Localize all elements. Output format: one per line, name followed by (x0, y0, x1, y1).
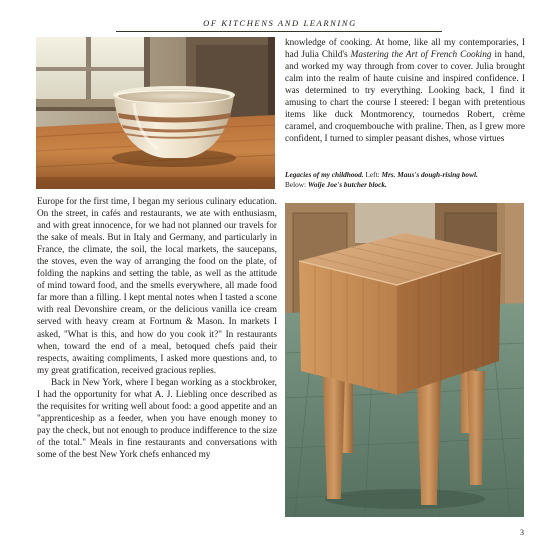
main-text-column (37, 196, 277, 461)
caption-text-below: Woije Joe's butcher block. (307, 180, 387, 189)
running-head: OF KITCHENS AND LEARNING (203, 18, 357, 28)
caption-label-left: Left: (365, 170, 380, 179)
photo-butcher-block (285, 203, 524, 517)
caption-label-below: Below: (285, 180, 307, 189)
paragraph-top-text: knowledge of cooking. At home, like all my contemporaries, I had Julia Child's Mastering the Art of French Cooking in hand, and worked my way through from cover to cover. Julia brought calm into the realm of haute cuisine and inspired confidence. I was determined to try everything. Looking back, I find it amusing to chart the course I steered: I began with pretentious items like duck Montmorency, tournedos Robert, crème caramel, and croquembouche with praline. Then, as I grew more confident, I turned to simpler peasant dishes, whose virtues (285, 38, 525, 145)
caption-title: Legacies of my childhood. (285, 170, 364, 179)
page-number: 3 (520, 528, 524, 537)
header-rule (116, 31, 442, 32)
photo-dough-rising-bowl (36, 37, 275, 189)
paragraph-europe: Europe for the first time, I began my serious culinary education. On the street, in cafés and restaurants, we ate with enthusiasm, and with great innocence, for we had not planned our travels for the sake of meals. But in Italy and Germany, and particularly in France, the climate, the soil, the local markets, the saucepans, the stoves, even the way of arranging the food on the plate, of folding the napkins and setting the table, as well as the attitude of mind toward food, and the smells everywhere, all made food far more than a filling. I kept mental notes when I tasted a scone with real Devonshire cream, or the delicious vanilla ice cream served with heavy cream at Fortnum & Mason. In markets I asked, "What is this, and how do you cook it?" In restaurants when, toward the end of a meal, betoqued chefs paid their respects, awaiting compliments, I asked more questions and, to my great gratification, received gracious replies. (37, 197, 277, 376)
paragraph-continued-top (285, 37, 525, 145)
photo-caption (285, 170, 525, 190)
caption-text-left: Mrs. Maus's dough-rising bowl. (381, 170, 478, 179)
paragraph-new-york: Back in New York, where I began working as a stockbroker, I had the opportunity for what A. J. Liebling once described as the requisites for writing well about food: a good appetite and an "apprenticeship as a feeder, when you have enough money to pay the check, but not enough to produce indifference to the size of the total." Meals in fine restaurants and conversations with some of the best New York chefs enhanced my (37, 377, 277, 460)
